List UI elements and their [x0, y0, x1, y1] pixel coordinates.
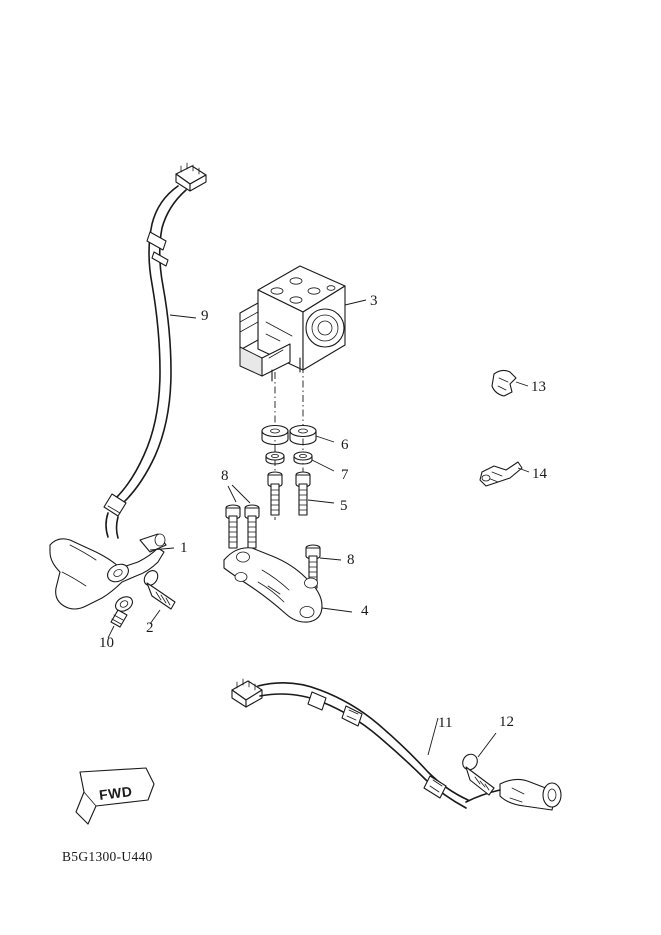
- callout-8-left: 8: [221, 468, 229, 484]
- callout-6: 6: [341, 437, 349, 453]
- bolts-5: [268, 472, 334, 515]
- callout-7: 7: [341, 467, 349, 483]
- fwd-label: FWD: [98, 783, 134, 803]
- cable-clip-13: [492, 370, 528, 396]
- callout-10: 10: [99, 635, 114, 651]
- callout-14: 14: [532, 466, 547, 482]
- part-code-label: B5G1300-U440: [62, 849, 153, 864]
- washers: [266, 452, 334, 471]
- rear-wheel-sensor-lead: [232, 679, 561, 810]
- callout-12: 12: [499, 714, 514, 730]
- callout-13: 13: [531, 379, 546, 395]
- callout-2: 2: [146, 620, 154, 636]
- callout-5: 5: [340, 498, 348, 514]
- callout-9: 9: [201, 308, 209, 324]
- abs-modulator-unit: [240, 266, 366, 381]
- callout-11: 11: [438, 715, 453, 731]
- cable-holder-14: [480, 462, 529, 486]
- front-wheel-sensor-assembly: [50, 534, 175, 638]
- callout-1: 1: [180, 540, 188, 556]
- callout-4: 4: [361, 603, 369, 619]
- front-wheel-sensor-lead: [104, 163, 206, 538]
- bolts-8-left: [226, 485, 259, 548]
- damper-grommets: [262, 426, 334, 445]
- callout-3: 3: [370, 293, 378, 309]
- bolt-12: [460, 733, 496, 795]
- callout-8-right: 8: [347, 552, 355, 568]
